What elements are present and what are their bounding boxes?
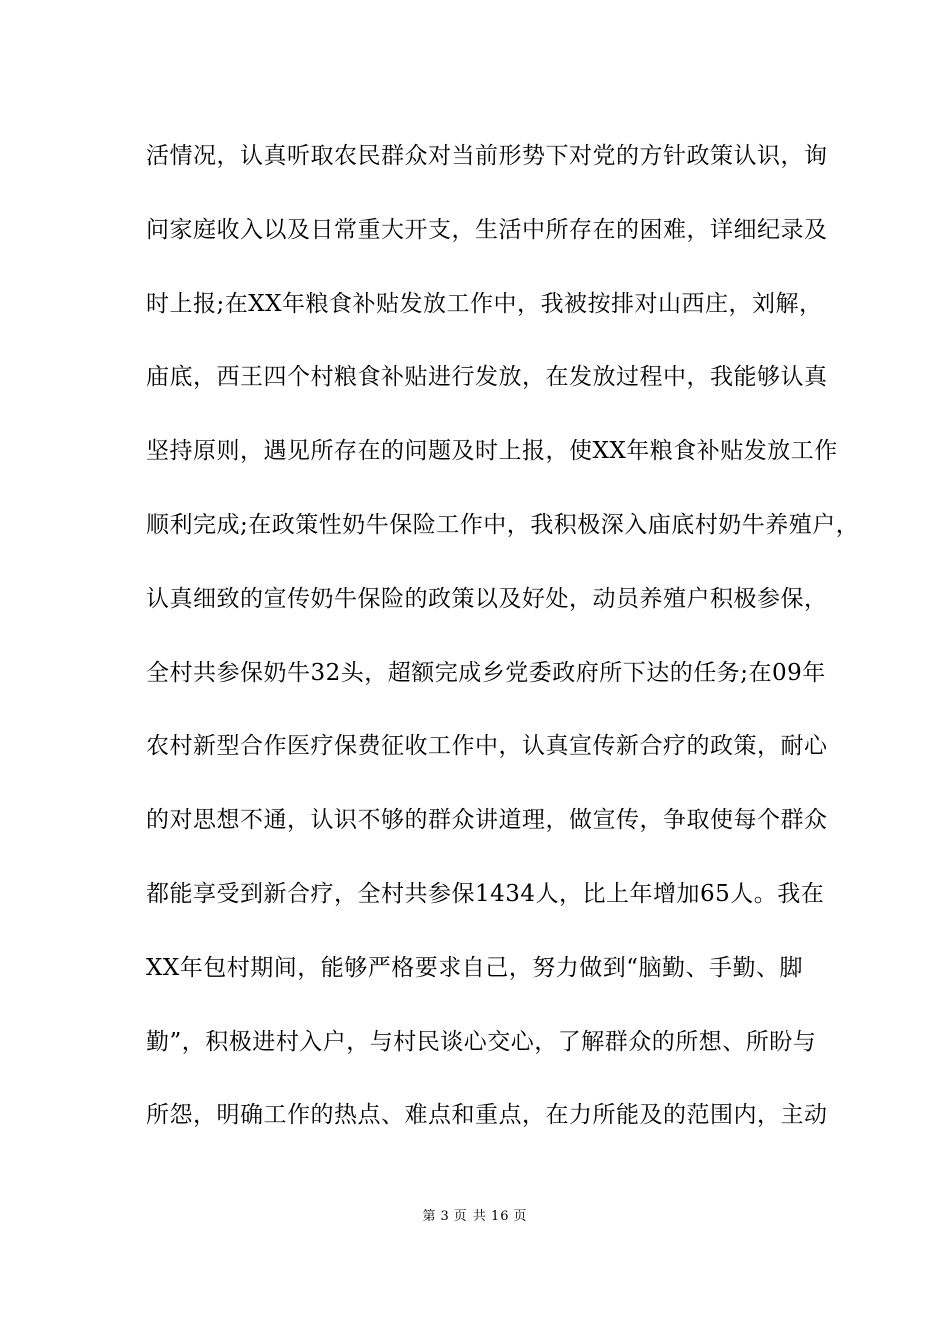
total-pages-number: 16 <box>490 1209 510 1224</box>
text-line: 庙底，西王四个村粮食补贴进行发放，在发放过程中，我能够认真 <box>146 364 828 391</box>
text-line: 所怨，明确工作的热点、难点和重点，在力所能及的范围内，主动 <box>146 1102 828 1129</box>
text-line: 农村新型合作医疗保费征收工作中，认真宣传新合疗的政策，耐心 <box>146 733 828 760</box>
text-line: 顺利完成;在政策性奶牛保险工作中，我积极深入庙底村奶牛养殖户， <box>146 511 860 538</box>
body-text <box>146 134 860 1167</box>
text-line: XX年包村期间，能够严格要求自己，努力做到“脑勤、手勤、脚 <box>146 954 804 981</box>
text-line: 都能享受到新合疗，全村共参保1434人，比上年增加65人。我在 <box>146 880 825 907</box>
text-line: 问家庭收入以及日常重大开支，生活中所存在的困难，详细纪录及 <box>146 216 828 243</box>
footer-prefix: 第 <box>422 1209 437 1224</box>
page-footer <box>0 1207 950 1227</box>
text-line: 勤”，积极进村入户，与村民谈心交心，了解群众的所想、所盼与 <box>146 1028 817 1055</box>
current-page-number: 3 <box>440 1209 450 1224</box>
footer-suffix: 页 <box>513 1209 528 1224</box>
text-line: 坚持原则，遇见所存在的问题及时上报，使XX年粮食补贴发放工作 <box>146 438 838 465</box>
text-line: 的对思想不通，认识不够的群众讲道理，做宣传，争取使每个群众 <box>146 807 828 834</box>
text-line: 认真细致的宣传奶牛保险的政策以及好处，动员养殖户积极参保， <box>146 585 828 612</box>
footer-middle: 页 共 <box>453 1209 487 1224</box>
text-line: 全村共参保奶牛32头，超额完成乡党委政府所下达的任务;在09年 <box>146 659 826 686</box>
text-line: 时上报;在XX年粮食补贴发放工作中，我被按排对山西庄，刘解， <box>146 290 823 317</box>
text-line: 活情况，认真听取农民群众对当前形势下对党的方针政策认识，询 <box>146 143 828 169</box>
